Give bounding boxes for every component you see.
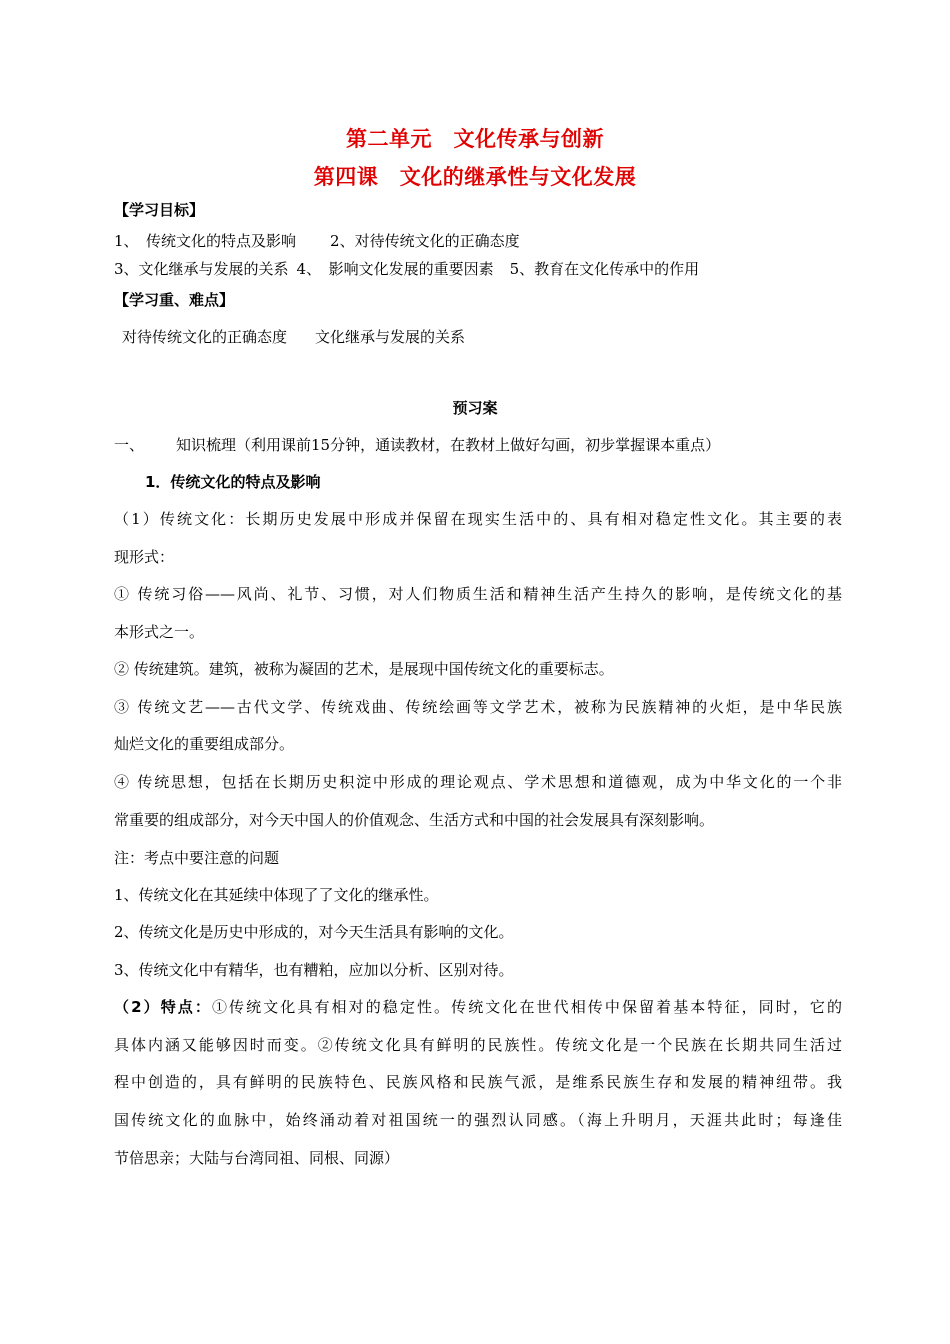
key-points-line [122, 327, 850, 347]
section-number: 一、 [114, 436, 145, 454]
key-point-1: 对待传统文化的正确态度 [122, 328, 288, 346]
paragraph-5-line-1: ④ 传统思想，包括在长期历史积淀中形成的理论观点、学术思想和道德观，成为中华文化的一个非 [114, 773, 842, 791]
features-label: （2）特点： [114, 998, 212, 1016]
paragraph-3-line-1: ② 传统建筑。建筑，被称为凝固的艺术，是展现中国传统文化的重要标志。 [114, 660, 614, 678]
objective-1: 1、 传统文化的特点及影响 [114, 232, 297, 250]
features-line-3: 程中创造的，具有鲜明的民族特色、民族风格和民族气派，是维系民族生存和发展的精神纽带。我 [114, 1073, 842, 1091]
paragraph-2-line-2: 本形式之一。 [114, 623, 205, 641]
note-heading: 注：考点中要注意的问题 [114, 849, 280, 867]
objective-4: 4、 影响文化发展的重要因素 [296, 260, 494, 278]
features-line-1 [114, 997, 842, 1017]
objective-2: 2、对待传统文化的正确态度 [330, 232, 520, 250]
note-2: 2、传统文化是历史中形成的，对今天生活具有影响的文化。 [114, 923, 514, 941]
key-point-2: 文化继承与发展的关系 [315, 328, 466, 346]
objective-5: 5、教育在文化传承中的作用 [509, 260, 700, 278]
paragraph-1-line-2: 现形式： [114, 548, 175, 566]
paragraph-1-line-1: （1）传统文化：长期历史发展中形成并保留在现实生活中的、具有相对稳定性文化。其主要的表 [114, 510, 842, 528]
features-line-2: 具体内涵又能够因时而变。②传统文化具有鲜明的民族性。传统文化是一个民族在长期共同生活过 [114, 1036, 842, 1054]
note-1: 1、传统文化在其延续中体现了了文化的继承性。 [114, 886, 439, 904]
subheading-traditional-culture: 1．传统文化的特点及影响 [145, 473, 321, 491]
lesson-title: 第四课 文化的继承性与文化发展 [313, 165, 637, 189]
objectives-heading: 【学习目标】 [114, 201, 205, 219]
note-3: 3、传统文化中有精华，也有糟粕，应加以分析、区别对待。 [114, 961, 514, 979]
features-text-1: ①传统文化具有相对的稳定性。传统文化在世代相传中保留着基本特征，同时，它的 [211, 998, 842, 1016]
features-line-4: 国传统文化的血脉中，始终涌动着对祖国统一的强烈认同感。（海上升明月，天涯共此时；每逢佳 [114, 1111, 842, 1129]
section-text: 知识梳理（利用课前15分钟，通读教材，在教材上做好勾画，初步掌握课本重点） [176, 436, 721, 454]
objective-3: 3、文化继承与发展的关系 [114, 260, 289, 278]
paragraph-2-line-1: ① 传统习俗——风尚、礼节、习惯，对人们物质生活和精神生活产生持久的影响，是传统文化的基 [114, 585, 842, 603]
objectives-line-2 [114, 259, 842, 279]
paragraph-4-line-2: 灿烂文化的重要组成部分。 [114, 735, 295, 753]
section-heading [114, 435, 842, 455]
unit-title: 第二单元 文化传承与创新 [346, 127, 604, 151]
objectives-line-1 [114, 231, 842, 251]
paragraph-5-line-2: 常重要的组成部分，对今天中国人的价值观念、生活方式和中国的社会发展具有深刻影响。 [114, 811, 715, 829]
features-line-5: 节倍思亲；大陆与台湾同祖、同根、同源） [114, 1149, 400, 1167]
key-points-heading: 【学习重、难点】 [114, 291, 235, 309]
preview-heading: 预习案 [452, 399, 498, 417]
paragraph-4-line-1: ③ 传统文艺——古代文学、传统戏曲、传统绘画等文学艺术，被称为民族精神的火炬，是中华民族 [114, 698, 842, 716]
